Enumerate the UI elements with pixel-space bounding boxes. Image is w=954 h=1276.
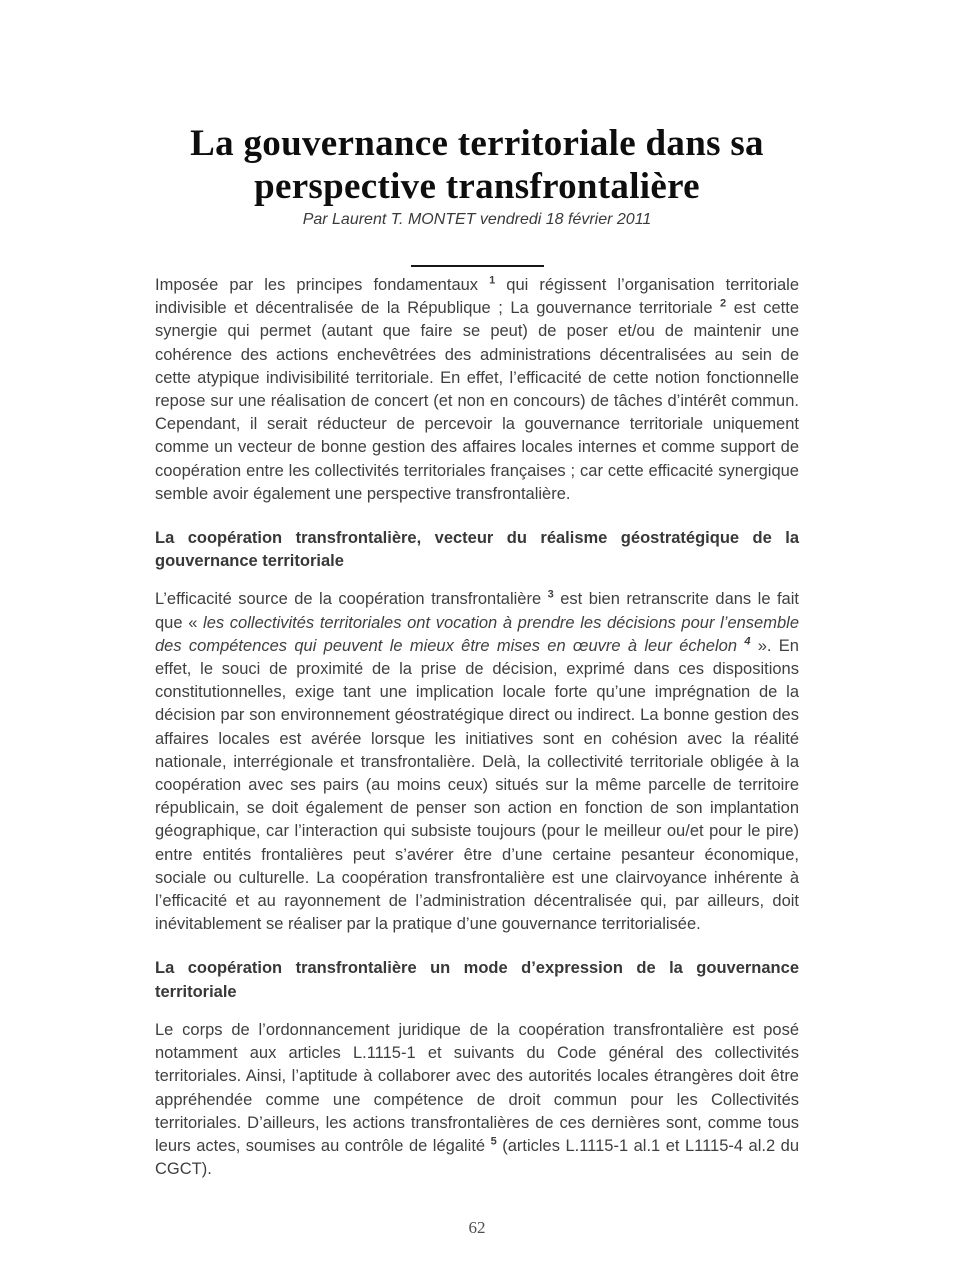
text-segment: les collectivités territoriales ont vocation à prendre les décisions pour l’ensemble des compétences qui peuvent le mieux être mises en œuvre à leur échelon [155,613,800,655]
text-segment: La coopération transfrontalière un mode d’expression de la gouvernance territoriale [155,959,799,1001]
separator-rule [411,265,544,267]
text-segment: qui régissent l’organisation territoriale indivisible et décentralisée de la République ; La gouvernance territoriale [155,276,799,318]
section-heading [155,527,799,573]
footnote-marker: 1 [489,274,496,287]
document-title [0,122,954,208]
footnote-marker: 5 [490,1135,497,1148]
text-segment: ». En effet, le souci de proximité de la prise de décision, exprimé dans ces dispositions constitutionnelles, exige tant une implication locale forte qu’une imprégnation de la décision par son environnement géostratégique direct ou indirect. La bonne gestion des affaires locales est avérée lorsque les initiatives sont en cohésion avec la réalité nationale, interrégionale et transfrontalière. Delà, la collectivité territoriale obligée à la coopération avec ses pairs (au moins ceux) situés sur la même parcelle de territoire républicain, se doit également de penser son action en fonction de son implantation géographique, car l’interaction qui subsiste toujours (pour le meilleur ou/et pour le pire) entre entités frontalières peut s’avérer être d’une certaine pesanteur économique, sociale ou culturelle. La coopération transfrontalière est une clairvoyance inhérente à l’efficacité et au rayonnement de l’administration décentralisée qui, par ailleurs, doit inévitablement se réaliser par la pratique d’une gouvernance territorialisée. [155,636,799,934]
section-heading [155,957,799,1003]
byline: Par Laurent T. MONTET vendredi 18 février 2011 [302,211,652,228]
text-segment: est bien retranscrite dans le fait que « [155,590,799,632]
text-segment: est cette synergie qui permet (autant que faire se peut) de poser et/ou de maintenir une cohérence des actions enchevêtrées des administrations décentralisées au sein de cette atypique indivisibilité territoriale. En effet, l’efficacité de cette notion fonctionnelle repose sur une réalisation de concert (et non en concours) de tâches d’intérêt commun. Cependant, il serait réducteur de percevoir la gouvernance territoriale uniquement comme un vecteur de bonne gestion des affaires locales internes et comme support de coopération entre les collectivités territoriales françaises ; car cette efficacité synergique semble avoir également une perspective transfrontalière. [155,299,799,503]
text-segment: L’efficacité source de la coopération transfrontalière [155,590,548,609]
body-paragraph [155,1019,799,1181]
text-segment: Le corps de l’ordonnancement juridique de la coopération transfrontalière est posé notamment aux articles L.1115-1 et suivants du Code général des collectivités territoriales. Ainsi, l’aptitude à collaborer avec des autorités locales étrangères doit être appréhendée comme une compétence de droit commun pour les Collectivités territoriales. D’ailleurs, les actions transfrontalières de ces dernières sont, comme tous leurs actes, soumises au contrôle de légalité [155,1020,799,1155]
footnote-marker: 2 [720,297,727,310]
footnote-marker: 4 [744,635,751,648]
footnote-marker: 3 [547,588,554,601]
text-segment: Imposée par les principes fondamentaux [155,276,490,294]
page-number: 62 [468,1218,486,1237]
article-body [155,274,799,1181]
text-segment: La coopération transfrontalière, vecteur du réalisme géostratégique de la gouvernance territoriale [155,529,799,571]
document-title-line: perspective transfrontalière [254,166,700,207]
text-segment: (articles L.1115-1 al.1 et L1115-4 al.2 du CGCT). [155,1136,799,1179]
body-paragraph [155,274,799,506]
body-paragraph [155,588,799,936]
document-title-line: La gouvernance territoriale dans sa [190,123,764,164]
